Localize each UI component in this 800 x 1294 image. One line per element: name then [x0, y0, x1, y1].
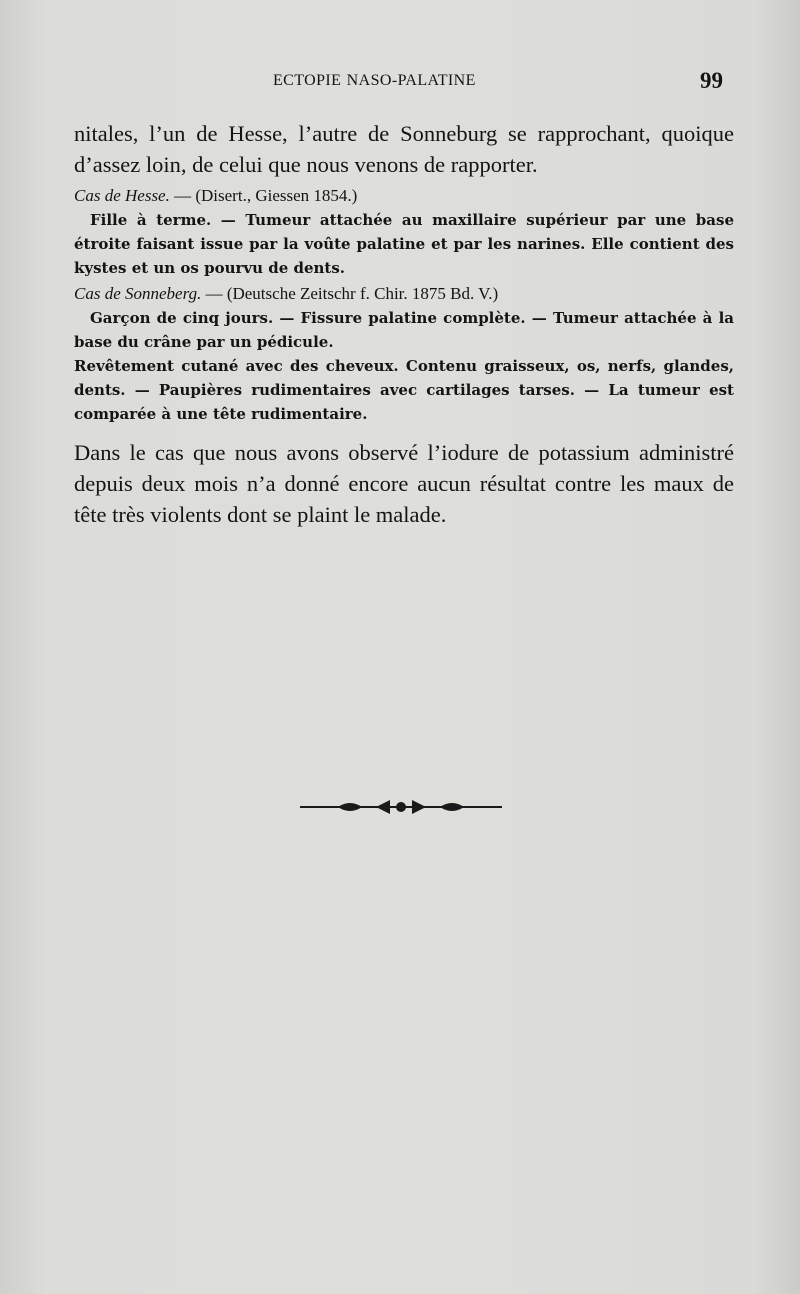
- page-number: 99: [700, 68, 723, 93]
- ornament-center: [396, 802, 406, 812]
- case-sonneberg-source: — (Deutsche Zeitschr f. Chir. 1875 Bd. V.): [201, 284, 499, 303]
- case-hesse-title: Cas de Hesse.: [74, 186, 170, 205]
- closing-block: [74, 437, 734, 530]
- case-hesse-body: Fille à terme. — Tumeur attachée au maxillaire supérieur par une base étroite faisant issue par la voûte palatine et par les narines. Elle contient des kystes et un os pourvu de dents.: [74, 211, 734, 277]
- case-sonneberg-body-1: Garçon de cinq jours. — Fissure palatine complète. — Tumeur attachée à la base du crâne par un pédicule.: [74, 309, 734, 351]
- case-notes: [74, 184, 734, 426]
- ornament-left-arrow: [376, 800, 390, 814]
- page-header: [0, 70, 800, 98]
- ornament-right-leaf: [440, 803, 464, 811]
- bleed-through-texture: [74, 540, 734, 1240]
- intro-block: [74, 118, 734, 180]
- case-hesse-source: — (Disert., Giessen 1854.): [169, 186, 358, 205]
- case-hesse-citation: [74, 184, 734, 208]
- decorative-rule-ornament: [298, 796, 504, 816]
- case-sonneberg-citation: [74, 282, 734, 306]
- case-sonneberg-title: Cas de Sonneberg.: [74, 284, 202, 303]
- case-sonneberg-body-2: Revêtement cutané avec des cheveux. Contenu graisseux, os, nerfs, glandes, dents. — Paupières rudimentaires avec cartilages tarses. — La tumeur est comparée à une tête rudimentaire.: [74, 357, 734, 423]
- closing-paragraph: Dans le cas que nous avons observé l’iodure de potassium administré depuis deux mois n’a donné encore aucun résultat contre les maux de tête très violents dont se plaint le malade.: [74, 440, 734, 527]
- ornament-left-leaf: [338, 803, 362, 811]
- intro-paragraph: nitales, l’un de Hesse, l’autre de Sonneburg se rapprochant, quoique d’assez loin, de celui que nous venons de rapporter.: [74, 121, 734, 177]
- ornament-right-arrow: [412, 800, 426, 814]
- running-title: ECTOPIE NASO-PALATINE: [273, 72, 476, 89]
